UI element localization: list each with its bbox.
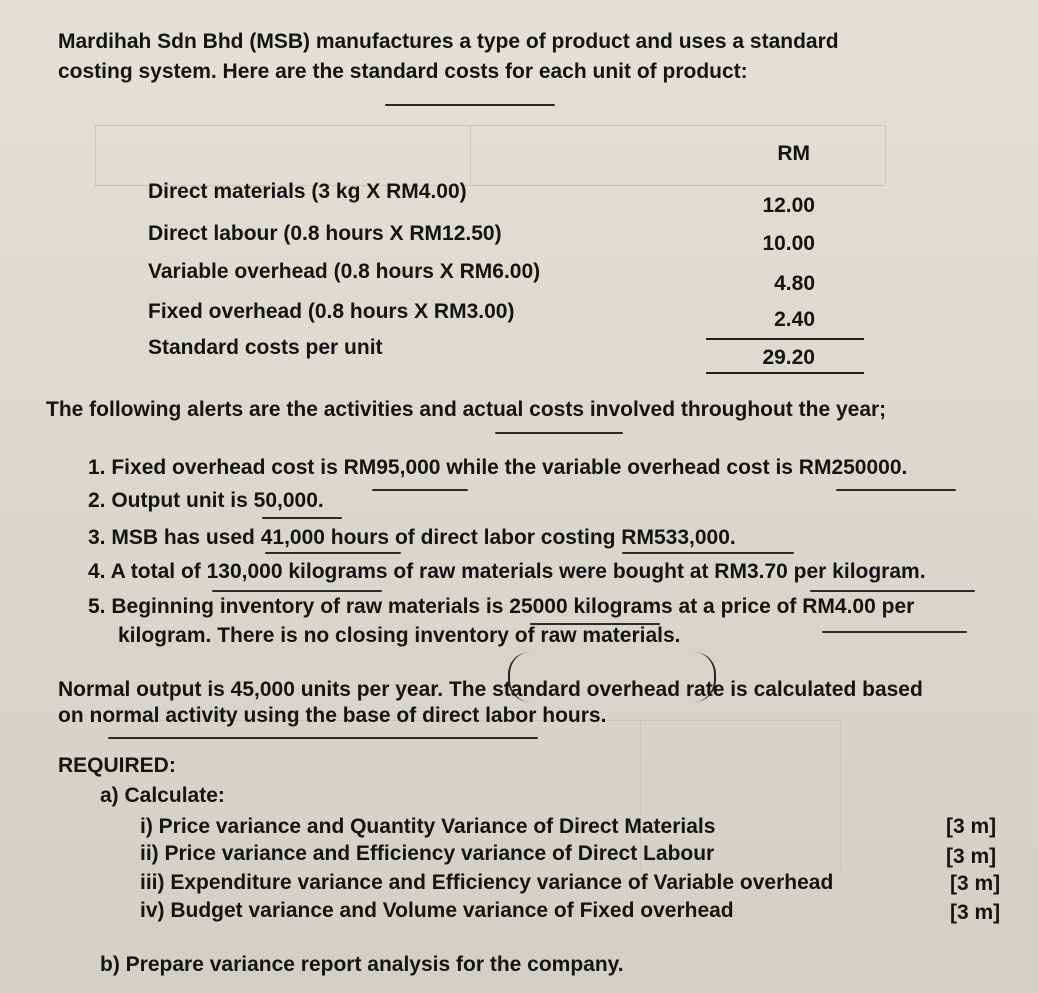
- activity-item: 1. Fixed overhead cost is RM95,000 while the variable overhead cost is RM250000.: [88, 456, 908, 479]
- total-rule: [706, 372, 864, 374]
- handwritten-underline: [810, 590, 975, 592]
- cost-row-label: Direct labour (0.8 hours X RM12.50): [148, 222, 502, 245]
- ghost-line: [470, 125, 471, 185]
- handwritten-underline: [212, 590, 382, 592]
- handwritten-underline: [495, 432, 623, 434]
- question-marks: [3 m]: [950, 872, 1001, 895]
- handwritten-underline: [108, 737, 538, 739]
- activity-item: 4. A total of 130,000 kilograms of raw materials were bought at RM3.70 per kilogram.: [88, 560, 926, 583]
- question-item: i) Price variance and Quantity Variance of Direct Materials: [140, 815, 716, 838]
- question-marks: [3 m]: [950, 901, 1001, 924]
- cost-total-value: 29.20: [762, 346, 815, 369]
- cost-row-label: Standard costs per unit: [148, 336, 383, 359]
- part-b-label: b) Prepare variance report analysis for the company.: [100, 953, 624, 976]
- handwritten-underline: [265, 552, 401, 554]
- handwritten-underline: [262, 517, 342, 519]
- subtotal-rule: [706, 338, 864, 340]
- cost-row-value: 2.40: [774, 308, 815, 331]
- activity-item: 5. Beginning inventory of raw materials is 25000 kilograms at a price of RM4.00 per: [88, 595, 915, 618]
- question-marks: [3 m]: [946, 815, 997, 838]
- handwritten-underline: [622, 552, 794, 554]
- question-item: ii) Price variance and Efficiency variance of Direct Labour: [140, 842, 715, 865]
- cost-row-label: Direct materials (3 kg X RM4.00): [148, 180, 467, 203]
- intro-line-1: Mardihah Sdn Bhd (MSB) manufactures a type of product and uses a standard: [58, 30, 839, 53]
- required-heading: REQUIRED:: [58, 754, 176, 777]
- cost-row-label: Variable overhead (0.8 hours X RM6.00): [148, 260, 541, 283]
- activity-item: 2. Output unit is 50,000.: [88, 489, 324, 512]
- ghost-line: [885, 125, 886, 185]
- cost-row-value: 10.00: [762, 232, 815, 255]
- activity-item: kilogram. There is no closing inventory of raw materials.: [118, 624, 681, 647]
- question-item: iii) Expenditure variance and Efficiency variance of Variable overhead: [140, 871, 834, 894]
- ghost-line: [840, 720, 841, 870]
- question-marks: [3 m]: [946, 845, 997, 868]
- handwritten-underline: [372, 489, 468, 491]
- part-a-label: a) Calculate:: [100, 784, 225, 807]
- ghost-line: [95, 125, 885, 126]
- cost-row-label: Fixed overhead (0.8 hours X RM3.00): [148, 300, 515, 323]
- handwritten-underline: [822, 631, 967, 633]
- normal-output-line-2: on normal activity using the base of direct labor hours.: [58, 704, 607, 727]
- activity-item: 3. MSB has used 41,000 hours of direct labor costing RM533,000.: [88, 526, 736, 549]
- ghost-line: [95, 125, 96, 185]
- handwritten-underline: [836, 489, 956, 491]
- handwritten-underline: [385, 104, 555, 106]
- intro-line-2: costing system. Here are the standard costs for each unit of product:: [58, 60, 748, 83]
- cost-row-value: 12.00: [762, 194, 815, 217]
- currency-header: RM: [777, 142, 810, 165]
- activities-heading: The following alerts are the activities and actual costs involved throughout the year;: [46, 398, 887, 421]
- question-item: iv) Budget variance and Volume variance of Fixed overhead: [140, 899, 734, 922]
- normal-output-line-1: Normal output is 45,000 units per year. The standard overhead rate is calculated based: [58, 678, 923, 701]
- cost-row-value: 4.80: [774, 272, 815, 295]
